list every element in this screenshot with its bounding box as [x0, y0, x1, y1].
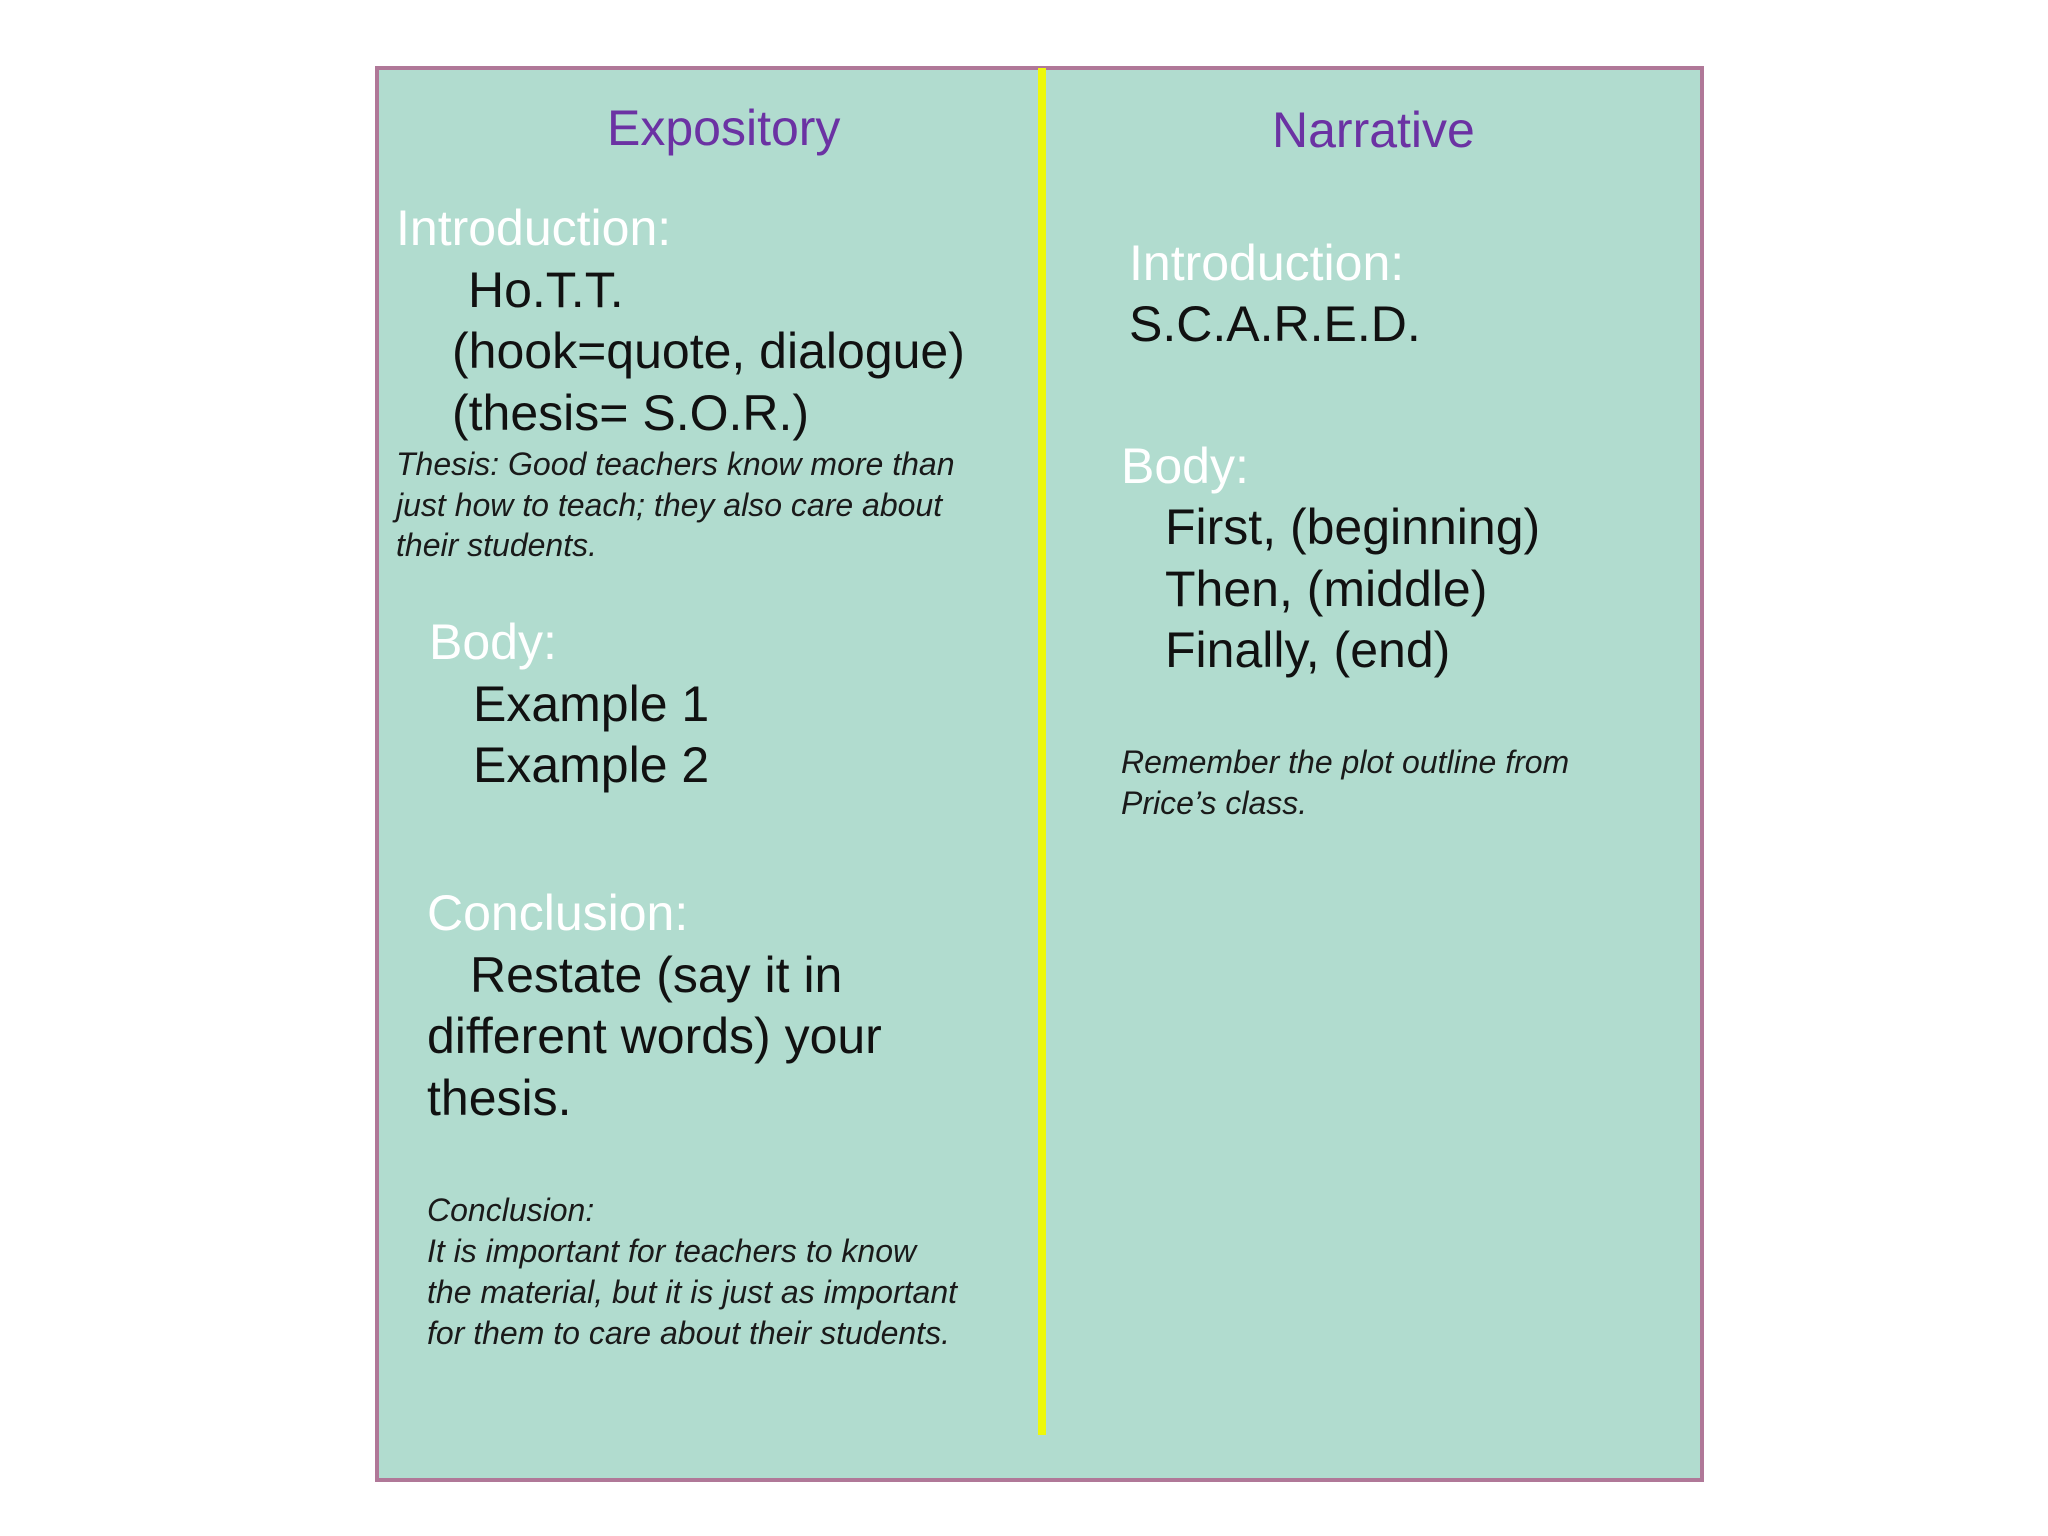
expository-conclusion-label: Conclusion:	[427, 885, 689, 941]
narrative-note-line: Price’s class.	[1121, 785, 1308, 821]
narrative-intro-value: S.C.A.R.E.D.	[1129, 296, 1421, 352]
narrative-body-line: First, (beginning)	[1165, 499, 1541, 555]
expository-intro-label: Introduction:	[396, 200, 672, 256]
narrative-note-line: Remember the plot outline from	[1121, 744, 1570, 780]
narrative-body-line: Finally, (end)	[1165, 622, 1451, 678]
narrative-heading: Narrative	[1272, 102, 1475, 158]
expository-thesis-example-line: their students.	[396, 527, 597, 563]
expository-conclusion-line: different words) your	[427, 1008, 882, 1064]
expository-thesis-example-line: just how to teach; they also care about	[396, 487, 943, 523]
narrative-intro-label: Introduction:	[1129, 235, 1405, 291]
expository-conclusion-example-line: Conclusion:	[427, 1192, 595, 1228]
expository-body-line: Example 2	[473, 737, 710, 793]
expository-intro-line: Ho.T.T.	[468, 262, 624, 318]
expository-intro-line: (hook=quote, dialogue)	[452, 323, 965, 379]
narrative-body-line: Then, (middle)	[1165, 561, 1488, 617]
expository-conclusion-example-line: for them to care about their students.	[427, 1315, 950, 1351]
expository-heading: Expository	[607, 100, 841, 156]
column-divider	[1038, 68, 1046, 1435]
expository-conclusion-example-line: It is important for teachers to know	[427, 1233, 917, 1269]
expository-conclusion-example-line: the material, but it is just as important	[427, 1274, 957, 1310]
expository-body-line: Example 1	[473, 676, 710, 732]
expository-conclusion-line: thesis.	[427, 1070, 572, 1126]
expository-body-label: Body:	[429, 614, 557, 670]
expository-thesis-example-line: Thesis: Good teachers know more than	[396, 446, 955, 482]
expository-conclusion-line: Restate (say it in	[470, 947, 843, 1003]
narrative-body-label: Body:	[1121, 438, 1249, 494]
expository-intro-line: (thesis= S.O.R.)	[452, 385, 810, 441]
